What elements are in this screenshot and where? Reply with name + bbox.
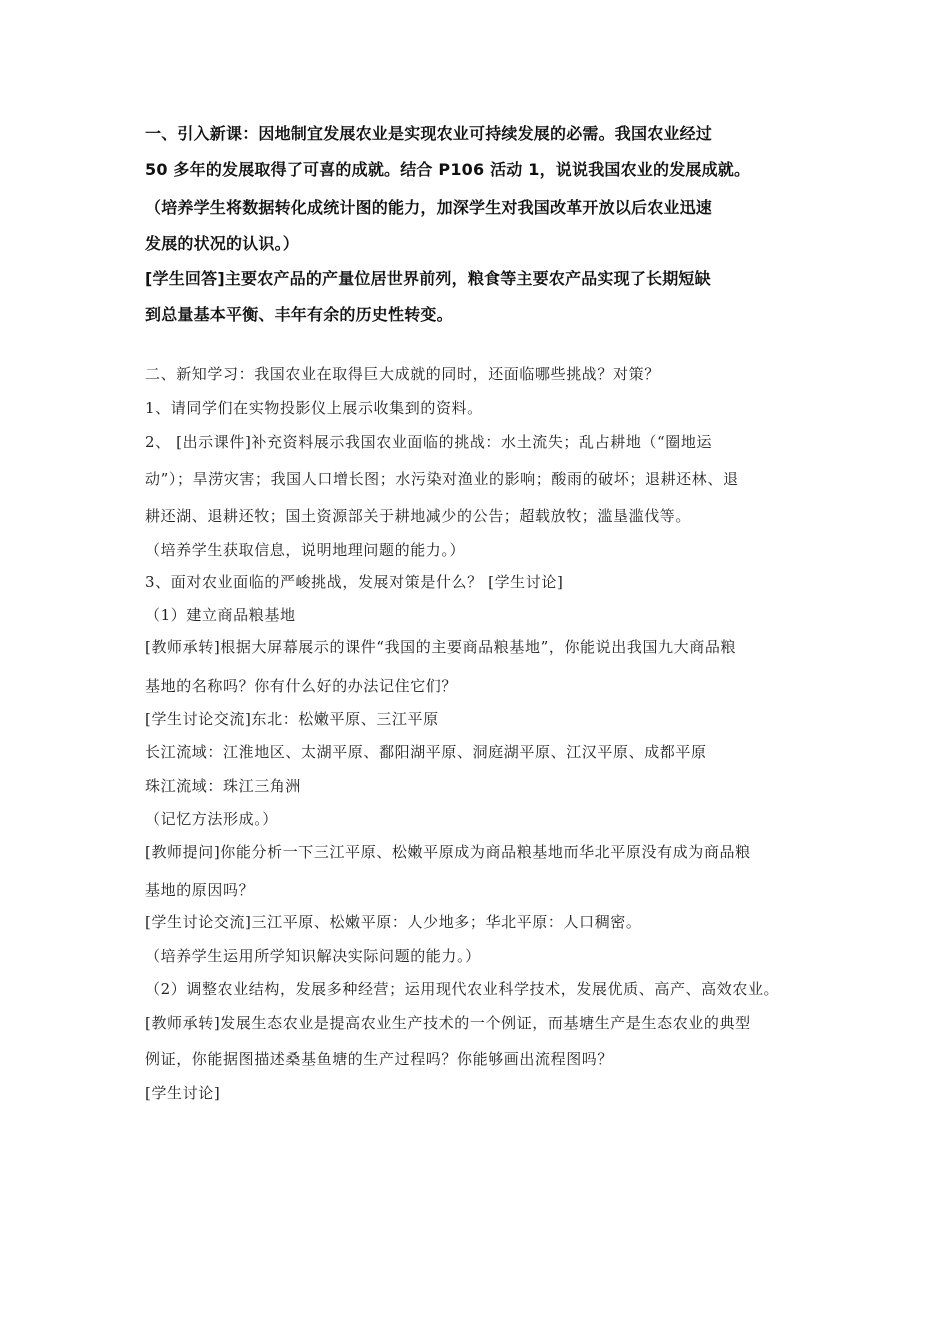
intro-line-1: 一、引入新课：因地制宜发展农业是实现农业可持续发展的必需。我国农业经过 xyxy=(145,124,713,143)
paragraph-line: 2、 [出示课件]补充资料展示我国农业面临的挑战：水土流失；乱占耕地（“圈地运 xyxy=(145,433,713,451)
paragraph-line: （培养学生运用所学知识解决实际问题的能力。） xyxy=(145,947,481,965)
paragraph-line: 珠江流域：珠江三角洲 xyxy=(145,777,302,795)
intro-line-5: [学生回答]主要农产品的产量位居世界前列，粮食等主要农产品实现了长期短缺 xyxy=(145,269,711,288)
paragraph-line: （2）调整农业结构，发展多种经营；运用现代农业科学技术，发展优质、高产、高效农业。 xyxy=(145,980,780,998)
section2-heading: 二、新知学习：我国农业在取得巨大成就的同时，还面临哪些挑战？对策？ xyxy=(145,365,660,383)
paragraph-line: 基地的原因吗？ xyxy=(145,881,255,899)
paragraph-line: 1、请同学们在实物投影仪上展示收集到的资料。 xyxy=(145,399,483,417)
paragraph-line: （记忆方法形成。） xyxy=(145,810,278,828)
paragraph-line: 耕还湖、退耕还牧；国土资源部关于耕地减少的公告；超载放牧；滥垦滥伐等。 xyxy=(145,507,692,525)
intro-line-3: （培养学生将数据转化成统计图的能力，加深学生对我国改革开放以后农业迅速 xyxy=(145,198,713,217)
paragraph-line: [学生讨论交流]东北：松嫩平原、三江平原 xyxy=(145,710,439,728)
paragraph-line: （培养学生获取信息，说明地理问题的能力。） xyxy=(145,541,466,559)
paragraph-line: 例证，你能据图描述桑基鱼塘的生产过程吗？你能够画出流程图吗？ xyxy=(145,1050,614,1068)
paragraph-line: 动”）；旱涝灾害；我国人口增长图；水污染对渔业的影响；酸雨的破坏；退耕还林、退 xyxy=(145,470,739,488)
paragraph-line: 长江流域：江淮地区、太湖平原、鄱阳湖平原、洞庭湖平原、江汉平原、成都平原 xyxy=(145,743,707,761)
paragraph-line: [教师承转]根据大屏幕展示的课件“我国的主要商品粮基地”，你能说出我国九大商品粮 xyxy=(145,638,737,656)
paragraph-line: 3、面对农业面临的严峻挑战，发展对策是什么？ [学生讨论] xyxy=(145,573,564,591)
paragraph-line: [教师承转]发展生态农业是提高农业生产技术的一个例证，而基塘生产是生态农业的典型 xyxy=(145,1014,751,1032)
paragraph-line: 基地的名称吗？你有什么好的办法记住它们？ xyxy=(145,677,458,695)
paragraph-line: （1）建立商品粮基地 xyxy=(145,606,296,624)
intro-line-2: 50 多年的发展取得了可喜的成就。结合 P106 活动 1，说说我国农业的发展成就。 xyxy=(145,160,751,179)
intro-line-4: 发展的状况的认识。） xyxy=(145,234,300,253)
paragraph-line: [学生讨论] xyxy=(145,1084,221,1102)
intro-line-6: 到总量基本平衡、丰年有余的历史性转变。 xyxy=(145,305,453,324)
paragraph-line: [学生讨论交流]三江平原、松嫩平原：人少地多；华北平原：人口稠密。 xyxy=(145,913,642,931)
paragraph-line: [教师提问]你能分析一下三江平原、松嫩平原成为商品粮基地而华北平原没有成为商品粮 xyxy=(145,843,751,861)
